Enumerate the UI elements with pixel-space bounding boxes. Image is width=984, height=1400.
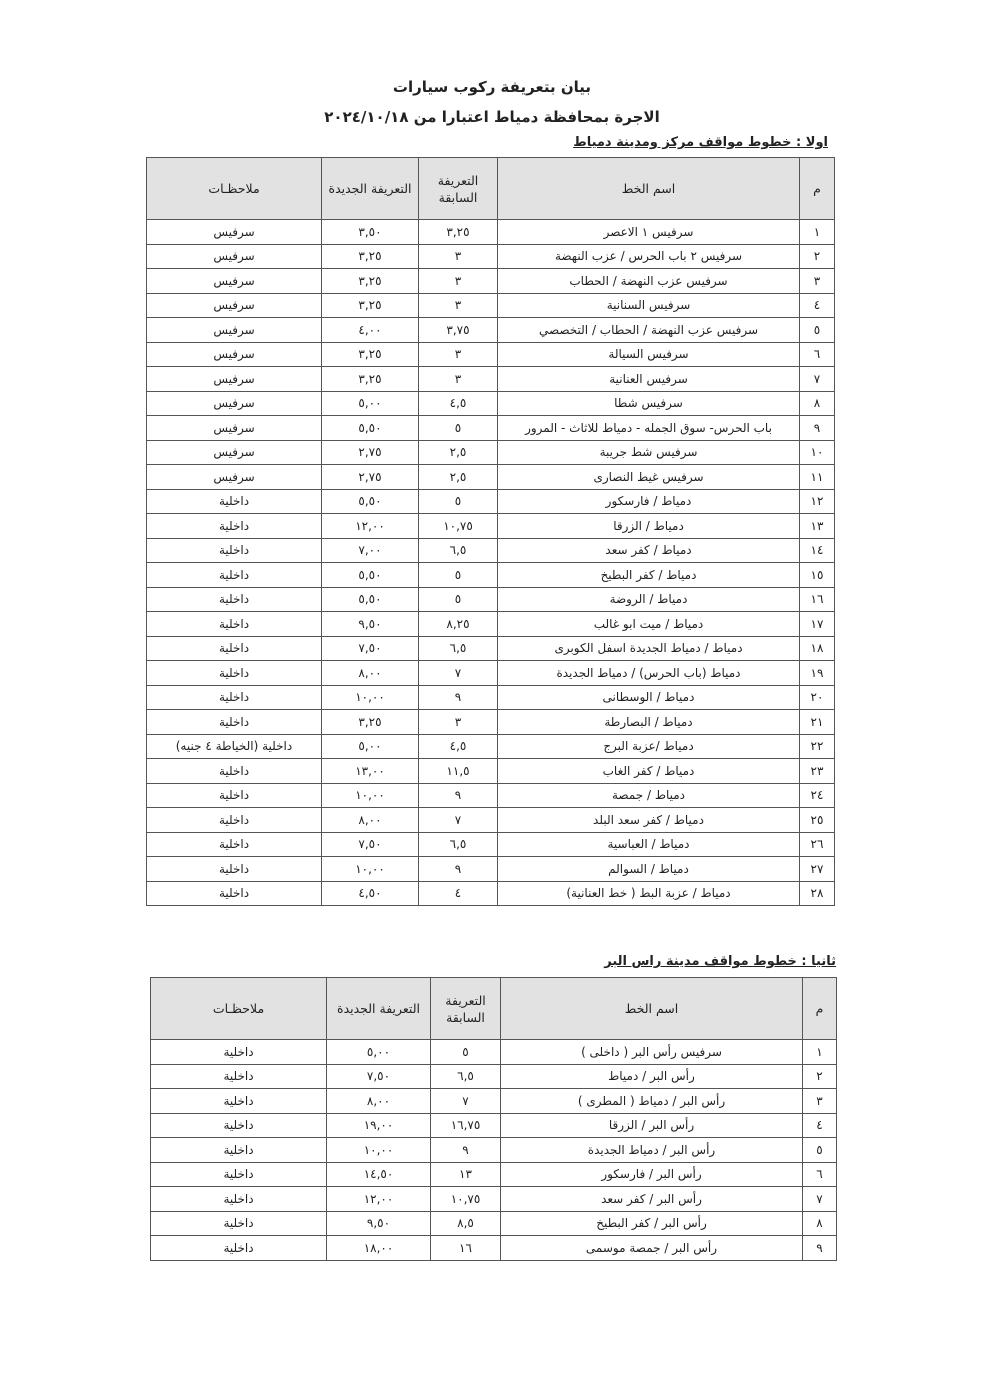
row-number: ١٩ [800,661,835,686]
row-number: ١٦ [800,587,835,612]
row-number: ٢١ [800,710,835,735]
route-name: رأس البر / فارسكور [501,1162,803,1187]
route-name: دمياط / عزبة البط ( خط العنانية) [498,881,800,906]
table-row [147,563,835,588]
previous-fare: ٢,٥ [419,465,498,490]
route-name: دمياط / الزرقا [498,514,800,539]
row-number: ٤ [800,293,835,318]
new-fare: ١٨,٠٠ [327,1236,431,1261]
table-row [147,269,835,294]
notes: داخلية [151,1089,327,1114]
notes: داخلية [151,1138,327,1163]
row-number: ٦ [803,1162,837,1187]
previous-fare: ١٠,٧٥ [419,514,498,539]
notes: داخلية [151,1211,327,1236]
new-fare: ٧,٥٠ [322,832,419,857]
table-row [147,391,835,416]
previous-fare: ٤,٥ [419,734,498,759]
row-number: ٥ [800,318,835,343]
row-number: ١٠ [800,440,835,465]
previous-fare: ٥ [431,1040,501,1065]
table-row [147,881,835,906]
table-row [147,857,835,882]
row-number: ٦ [800,342,835,367]
notes: داخلية [147,759,322,784]
route-name: رأس البر / الزرقا [501,1113,803,1138]
previous-fare: ٣,٢٥ [419,220,498,245]
notes: داخلية [147,538,322,563]
table-row [151,1187,837,1212]
previous-fare: ٧ [419,661,498,686]
new-fare: ٥,٠٠ [327,1040,431,1065]
new-fare: ٧,٠٠ [322,538,419,563]
previous-fare: ٦,٥ [419,636,498,661]
table-row [147,587,835,612]
new-fare: ١٢,٠٠ [327,1187,431,1212]
new-fare: ٢,٧٥ [322,465,419,490]
row-number: ٢ [800,244,835,269]
route-name: دمياط / الروضة [498,587,800,612]
route-name: دمياط / كفر سعد [498,538,800,563]
new-fare: ١٠,٠٠ [322,783,419,808]
notes: سرفيس [147,342,322,367]
row-number: ٢٧ [800,857,835,882]
table-row [151,1162,837,1187]
table-row [147,808,835,833]
table-row [151,1113,837,1138]
route-name: دمياط / كفر البطيخ [498,563,800,588]
header-notes: ملاحظـات [147,158,322,220]
table-row [147,661,835,686]
new-fare: ٧,٥٠ [327,1064,431,1089]
route-name: رأس البر / كفر البطيخ [501,1211,803,1236]
new-fare: ٣,٢٥ [322,710,419,735]
previous-fare: ٢,٥ [419,440,498,465]
route-name: دمياط / السوالم [498,857,800,882]
previous-fare: ٦,٥ [419,832,498,857]
notes: داخلية [147,563,322,588]
route-name: سرفيس شط جريبة [498,440,800,465]
route-name: دمياط / العباسية [498,832,800,857]
notes: داخلية [147,710,322,735]
previous-fare: ٣ [419,367,498,392]
previous-fare: ٤ [419,881,498,906]
route-name: سرفيس غيط النصارى [498,465,800,490]
previous-fare: ٣ [419,269,498,294]
route-name: رأس البر / جمصة موسمى [501,1236,803,1261]
notes: داخلية [151,1040,327,1065]
table-row [151,1089,837,1114]
route-name: دمياط / الوسطانى [498,685,800,710]
notes: داخلية [147,857,322,882]
new-fare: ٥,٠٠ [322,391,419,416]
new-fare: ٨,٠٠ [327,1089,431,1114]
section2-label: ثانيا : خطوط مواقف مدينة راس البر [604,954,836,969]
new-fare: ٣,٢٥ [322,367,419,392]
route-name: سرفيس السنانية [498,293,800,318]
previous-fare: ١١,٥ [419,759,498,784]
route-name: دمياط (باب الحرس) / دمياط الجديدة [498,661,800,686]
new-fare: ٨,٠٠ [322,808,419,833]
new-fare: ٥,٥٠ [322,587,419,612]
previous-fare: ١٠,٧٥ [431,1187,501,1212]
header-new: التعريفة الجديدة [322,158,419,220]
notes: سرفيس [147,391,322,416]
row-number: ٢٢ [800,734,835,759]
previous-fare: ٣ [419,342,498,367]
table-row [147,440,835,465]
new-fare: ١٠,٠٠ [327,1138,431,1163]
route-name: دمياط / جمصة [498,783,800,808]
table-row [147,220,835,245]
document-subtitle: الاجرة بمحافظة دمياط اعتبارا من ٢٠٢٤/١٠/١٨ [324,108,660,126]
notes: سرفيس [147,269,322,294]
new-fare: ١٤,٥٠ [327,1162,431,1187]
previous-fare: ٣ [419,710,498,735]
table-row [151,1040,837,1065]
row-number: ٨ [803,1211,837,1236]
previous-fare: ٥ [419,563,498,588]
header-notes: ملاحظـات [151,978,327,1040]
route-name: دمياط / كفر سعد البلد [498,808,800,833]
new-fare: ٩,٥٠ [322,612,419,637]
notes: سرفيس [147,465,322,490]
previous-fare: ١٣ [431,1162,501,1187]
new-fare: ٥,٥٠ [322,489,419,514]
previous-fare: ٩ [419,857,498,882]
previous-fare: ٩ [419,685,498,710]
route-name: سرفيس شطا [498,391,800,416]
row-number: ٢٠ [800,685,835,710]
route-name: دمياط /عزبة البرج [498,734,800,759]
table-row [147,489,835,514]
row-number: ٢٤ [800,783,835,808]
header-name: اسم الخط [501,978,803,1040]
notes: داخلية [151,1187,327,1212]
notes: داخلية [147,661,322,686]
fare-table-damietta [146,157,835,906]
previous-fare: ٧ [431,1089,501,1114]
new-fare: ٣,٢٥ [322,293,419,318]
route-name: سرفيس ٢ باب الحرس / عزب النهضة [498,244,800,269]
previous-fare: ٣,٧٥ [419,318,498,343]
row-number: ٩ [803,1236,837,1261]
previous-fare: ٨,٢٥ [419,612,498,637]
row-number: ١٤ [800,538,835,563]
new-fare: ١٠,٠٠ [322,685,419,710]
new-fare: ٥,٥٠ [322,563,419,588]
row-number: ١٢ [800,489,835,514]
row-number: ٢٣ [800,759,835,784]
route-name: دمياط / البصارطة [498,710,800,735]
previous-fare: ٥ [419,489,498,514]
previous-fare: ٧ [419,808,498,833]
row-number: ١٥ [800,563,835,588]
table-row [147,759,835,784]
new-fare: ٣,٢٥ [322,269,419,294]
notes: سرفيس [147,318,322,343]
row-number: ٥ [803,1138,837,1163]
fare-table-ras-elbar [150,977,837,1261]
route-name: سرفيس ١ الاعصر [498,220,800,245]
notes: داخلية [147,685,322,710]
previous-fare: ٣ [419,244,498,269]
row-number: ١١ [800,465,835,490]
notes: سرفيس [147,440,322,465]
new-fare: ٨,٠٠ [322,661,419,686]
new-fare: ١٩,٠٠ [327,1113,431,1138]
header-name: اسم الخط [498,158,800,220]
row-number: ٢٨ [800,881,835,906]
route-name: سرفيس العنانية [498,367,800,392]
route-name: باب الحرس- سوق الجمله - دمياط للاثاث - المرور [498,416,800,441]
route-name: سرفيس عزب النهضة / الحطاب [498,269,800,294]
table-row [147,538,835,563]
table-row [151,1211,837,1236]
header-old: التعريفة السابقة [419,158,498,220]
table-row [147,734,835,759]
notes: داخلية [151,1064,327,1089]
row-number: ٨ [800,391,835,416]
header-num: م [800,158,835,220]
route-name: رأس البر / كفر سعد [501,1187,803,1212]
new-fare: ٣,٢٥ [322,342,419,367]
row-number: ١٣ [800,514,835,539]
route-name: سرفيس رأس البر ( داخلى ) [501,1040,803,1065]
table-row [147,416,835,441]
notes: داخلية [147,636,322,661]
previous-fare: ٣ [419,293,498,318]
previous-fare: ٩ [431,1138,501,1163]
notes: داخلية [147,783,322,808]
previous-fare: ٦,٥ [419,538,498,563]
row-number: ١٧ [800,612,835,637]
notes: داخلية [147,832,322,857]
notes: سرفيس [147,416,322,441]
table-row [147,342,835,367]
previous-fare: ١٦,٧٥ [431,1113,501,1138]
notes: داخلية [151,1113,327,1138]
document-title: بيان بتعريفة ركوب سيارات [392,78,592,96]
route-name: دمياط / كفر الغاب [498,759,800,784]
row-number: ٢٥ [800,808,835,833]
table-row [147,685,835,710]
route-name: سرفيس السيالة [498,342,800,367]
row-number: ٩ [800,416,835,441]
row-number: ١ [803,1040,837,1065]
new-fare: ٤,٥٠ [322,881,419,906]
new-fare: ٢,٧٥ [322,440,419,465]
new-fare: ٣,٥٠ [322,220,419,245]
table-row [147,514,835,539]
notes: داخلية [147,489,322,514]
previous-fare: ٥ [419,416,498,441]
table-row [147,465,835,490]
row-number: ٤ [803,1113,837,1138]
row-number: ٣ [800,269,835,294]
table-row [147,293,835,318]
header-old: التعريفة السابقة [431,978,501,1040]
previous-fare: ١٦ [431,1236,501,1261]
route-name: رأس البر / دمياط الجديدة [501,1138,803,1163]
table-row [147,783,835,808]
route-name: دمياط / فارسكور [498,489,800,514]
table-row [147,832,835,857]
route-name: رأس البر / دمياط ( المطرى ) [501,1089,803,1114]
row-number: ٣ [803,1089,837,1114]
route-name: دمياط / دمياط الجديدة اسفل الكوبرى [498,636,800,661]
table-row [151,1236,837,1261]
notes: داخلية [147,808,322,833]
route-name: دمياط / ميت ابو غالب [498,612,800,637]
previous-fare: ٩ [419,783,498,808]
notes: سرفيس [147,220,322,245]
row-number: ١٨ [800,636,835,661]
table-row [151,1064,837,1089]
route-name: سرفيس عزب النهضة / الحطاب / التخصصي [498,318,800,343]
new-fare: ١٢,٠٠ [322,514,419,539]
notes: سرفيس [147,293,322,318]
new-fare: ٣,٢٥ [322,244,419,269]
section1-label: اولا : خطوط مواقف مركز ومدينة دمياط [573,135,828,150]
table-row [147,318,835,343]
route-name: رأس البر / دمياط [501,1064,803,1089]
notes: داخلية [147,587,322,612]
notes: سرفيس [147,244,322,269]
row-number: ٧ [803,1187,837,1212]
notes: داخلية [147,514,322,539]
row-number: ٢ [803,1064,837,1089]
table-row [147,612,835,637]
new-fare: ١٣,٠٠ [322,759,419,784]
new-fare: ١٠,٠٠ [322,857,419,882]
new-fare: ٩,٥٠ [327,1211,431,1236]
new-fare: ٥,٠٠ [322,734,419,759]
header-new: التعريفة الجديدة [327,978,431,1040]
table-row [147,367,835,392]
notes: داخلية (الخياطة ٤ جنيه) [147,734,322,759]
header-num: م [803,978,837,1040]
table-row [147,636,835,661]
new-fare: ٤,٠٠ [322,318,419,343]
table-row [147,710,835,735]
notes: داخلية [151,1236,327,1261]
notes: سرفيس [147,367,322,392]
table-row [151,1138,837,1163]
previous-fare: ٥ [419,587,498,612]
previous-fare: ٤,٥ [419,391,498,416]
row-number: ١ [800,220,835,245]
table-row [147,244,835,269]
row-number: ٧ [800,367,835,392]
previous-fare: ٦,٥ [431,1064,501,1089]
previous-fare: ٨,٥ [431,1211,501,1236]
new-fare: ٧,٥٠ [322,636,419,661]
notes: داخلية [151,1162,327,1187]
new-fare: ٥,٥٠ [322,416,419,441]
notes: داخلية [147,881,322,906]
notes: داخلية [147,612,322,637]
row-number: ٢٦ [800,832,835,857]
